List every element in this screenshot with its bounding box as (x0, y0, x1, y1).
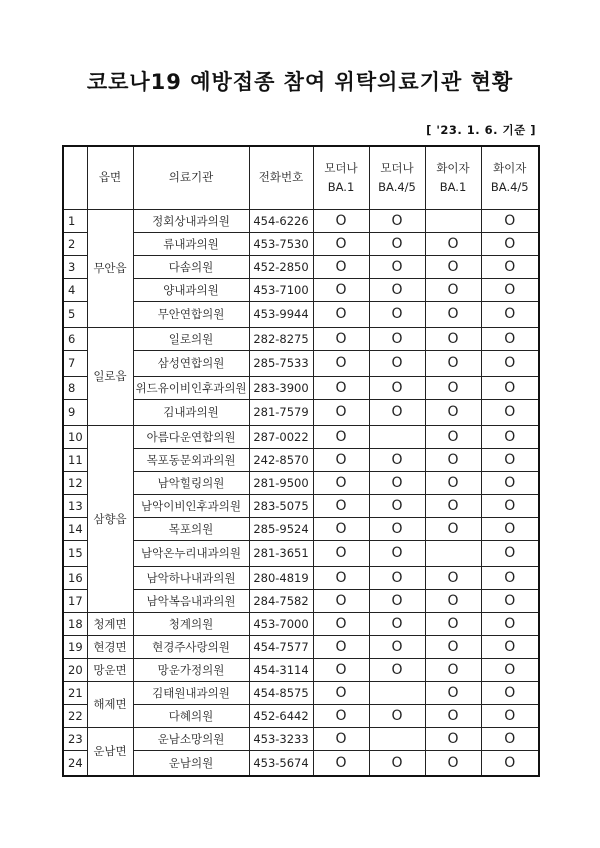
pfizer-ba45-mark: O (481, 350, 539, 376)
phone-number: 280-4819 (249, 566, 313, 589)
row-number: 8 (63, 376, 87, 399)
moderna-ba45-mark (369, 425, 425, 448)
moderna-ba45-mark: O (369, 399, 425, 425)
row-number: 14 (63, 517, 87, 540)
town-cell: 운남면 (87, 727, 133, 776)
moderna-ba1-mark: O (313, 540, 369, 566)
moderna-ba1-mark: O (313, 727, 369, 750)
pfizer-ba45-mark: O (481, 278, 539, 301)
table-row (63, 448, 539, 471)
table-row (63, 471, 539, 494)
header-phone: 전화번호 (249, 146, 313, 209)
pfizer-ba1-mark: O (425, 255, 481, 278)
moderna-ba1-mark: O (313, 471, 369, 494)
pfizer-ba45-mark: O (481, 750, 539, 776)
header-institution: 의료기관 (133, 146, 249, 209)
table-row (63, 589, 539, 612)
table-row (63, 350, 539, 376)
pfizer-ba1-mark: O (425, 635, 481, 658)
phone-number: 282-8275 (249, 327, 313, 350)
table-row (63, 540, 539, 566)
moderna-ba1-mark: O (313, 232, 369, 255)
pfizer-ba45-mark: O (481, 494, 539, 517)
row-number: 13 (63, 494, 87, 517)
institution-name: 목포의원 (133, 517, 249, 540)
pfizer-ba1-mark: O (425, 425, 481, 448)
moderna-ba45-mark: O (369, 540, 425, 566)
moderna-ba1-mark: O (313, 635, 369, 658)
table-row (63, 566, 539, 589)
institution-name: 다혜의원 (133, 704, 249, 727)
town-cell: 해제면 (87, 681, 133, 727)
header-moderna-ba45 (369, 146, 425, 209)
pfizer-ba1-mark (425, 540, 481, 566)
pfizer-ba1-mark: O (425, 589, 481, 612)
table-row (63, 425, 539, 448)
pfizer-ba45-mark: O (481, 727, 539, 750)
row-number: 24 (63, 750, 87, 776)
pfizer-ba1-mark: O (425, 566, 481, 589)
page-title: 코로나19 예방접종 참여 위탁의료기관 현황 (86, 70, 514, 94)
moderna-ba1-mark: O (313, 517, 369, 540)
institution-name: 남악이비인후과의원 (133, 494, 249, 517)
header-moderna-ba1-line2: BA.1 (327, 179, 355, 194)
phone-number: 283-5075 (249, 494, 313, 517)
institution-name: 김내과의원 (133, 399, 249, 425)
phone-number: 453-7100 (249, 278, 313, 301)
moderna-ba45-mark: O (369, 209, 425, 232)
town-cell: 청계면 (87, 612, 133, 635)
moderna-ba1-mark: O (313, 350, 369, 376)
moderna-ba45-mark: O (369, 566, 425, 589)
moderna-ba1-mark: O (313, 301, 369, 327)
moderna-ba45-mark: O (369, 494, 425, 517)
town-cell: 삼향읍 (87, 425, 133, 612)
pfizer-ba1-mark: O (425, 727, 481, 750)
header-pfizer-ba45-line2: BA.4/5 (490, 179, 529, 194)
institution-name: 양내과의원 (133, 278, 249, 301)
table-row (63, 612, 539, 635)
header-pfizer-ba1-line2: BA.1 (439, 179, 467, 194)
pfizer-ba45-mark: O (481, 658, 539, 681)
row-number: 23 (63, 727, 87, 750)
table-row (63, 727, 539, 750)
phone-number: 453-3233 (249, 727, 313, 750)
moderna-ba1-mark: O (313, 566, 369, 589)
table-row (63, 681, 539, 704)
row-number: 3 (63, 255, 87, 278)
table-row (63, 327, 539, 350)
pfizer-ba45-mark: O (481, 376, 539, 399)
header-pfizer-ba45 (481, 146, 539, 209)
pfizer-ba45-mark: O (481, 540, 539, 566)
moderna-ba1-mark: O (313, 704, 369, 727)
town-cell: 현경면 (87, 635, 133, 658)
pfizer-ba1-mark: O (425, 471, 481, 494)
pfizer-ba45-mark: O (481, 255, 539, 278)
moderna-ba45-mark (369, 727, 425, 750)
moderna-ba1-mark: O (313, 750, 369, 776)
pfizer-ba1-mark: O (425, 681, 481, 704)
pfizer-ba1-mark: O (425, 517, 481, 540)
moderna-ba45-mark: O (369, 750, 425, 776)
institution-name: 류내과의원 (133, 232, 249, 255)
table-row (63, 635, 539, 658)
header-pfizer-ba1 (425, 146, 481, 209)
pfizer-ba45-mark: O (481, 589, 539, 612)
institution-name: 남악복음내과의원 (133, 589, 249, 612)
moderna-ba45-mark: O (369, 255, 425, 278)
moderna-ba1-mark: O (313, 278, 369, 301)
pfizer-ba45-mark: O (481, 327, 539, 350)
table-row (63, 232, 539, 255)
date-note: [ '23. 1. 6. 기준 ] (426, 123, 536, 137)
institution-name: 청계의원 (133, 612, 249, 635)
institution-name: 남악힐링의원 (133, 471, 249, 494)
moderna-ba45-mark (369, 681, 425, 704)
table-row (63, 704, 539, 727)
moderna-ba45-mark: O (369, 658, 425, 681)
institution-name: 남악하나내과의원 (133, 566, 249, 589)
phone-number: 452-6442 (249, 704, 313, 727)
table-row (63, 494, 539, 517)
institution-name: 남악온누리내과의원 (133, 540, 249, 566)
row-number: 6 (63, 327, 87, 350)
pfizer-ba1-mark: O (425, 399, 481, 425)
row-number: 2 (63, 232, 87, 255)
moderna-ba45-mark: O (369, 471, 425, 494)
moderna-ba45-mark: O (369, 704, 425, 727)
town-cell: 일로읍 (87, 327, 133, 425)
table-row (63, 517, 539, 540)
moderna-ba1-mark: O (313, 448, 369, 471)
row-number: 5 (63, 301, 87, 327)
phone-number: 285-9524 (249, 517, 313, 540)
pfizer-ba1-mark: O (425, 301, 481, 327)
row-number: 16 (63, 566, 87, 589)
phone-number: 452-2850 (249, 255, 313, 278)
pfizer-ba45-mark: O (481, 448, 539, 471)
moderna-ba45-mark: O (369, 589, 425, 612)
table-row (63, 750, 539, 776)
moderna-ba1-mark: O (313, 255, 369, 278)
phone-number: 281-9500 (249, 471, 313, 494)
town-cell: 망운면 (87, 658, 133, 681)
table-row (63, 376, 539, 399)
phone-number: 242-8570 (249, 448, 313, 471)
moderna-ba45-mark: O (369, 232, 425, 255)
phone-number: 285-7533 (249, 350, 313, 376)
institution-name: 운남소망의원 (133, 727, 249, 750)
phone-number: 453-9944 (249, 301, 313, 327)
table-row (63, 278, 539, 301)
phone-number: 453-7530 (249, 232, 313, 255)
header-pfizer-ba45-line1: 화이자 (493, 160, 527, 175)
phone-number: 454-8575 (249, 681, 313, 704)
phone-number: 281-7579 (249, 399, 313, 425)
moderna-ba45-mark: O (369, 517, 425, 540)
institution-name: 운남의원 (133, 750, 249, 776)
moderna-ba1-mark: O (313, 327, 369, 350)
header-row (63, 146, 539, 209)
institution-name: 망운가정의원 (133, 658, 249, 681)
pfizer-ba45-mark: O (481, 232, 539, 255)
header-num (63, 146, 87, 209)
institution-name: 현경주사랑의원 (133, 635, 249, 658)
town-cell: 무안읍 (87, 209, 133, 327)
moderna-ba45-mark: O (369, 612, 425, 635)
institution-name: 위드유이비인후과의원 (133, 376, 249, 399)
institution-name: 삼성연합의원 (133, 350, 249, 376)
pfizer-ba45-mark: O (481, 704, 539, 727)
row-number: 9 (63, 399, 87, 425)
table-row (63, 255, 539, 278)
pfizer-ba45-mark: O (481, 517, 539, 540)
pfizer-ba45-mark: O (481, 612, 539, 635)
pfizer-ba45-mark: O (481, 425, 539, 448)
pfizer-ba1-mark: O (425, 750, 481, 776)
pfizer-ba45-mark: O (481, 399, 539, 425)
institution-name: 다솜의원 (133, 255, 249, 278)
phone-number: 454-7577 (249, 635, 313, 658)
moderna-ba45-mark: O (369, 635, 425, 658)
row-number: 11 (63, 448, 87, 471)
pfizer-ba45-mark: O (481, 209, 539, 232)
pfizer-ba1-mark: O (425, 704, 481, 727)
institution-name: 무안연합의원 (133, 301, 249, 327)
moderna-ba1-mark: O (313, 376, 369, 399)
row-number: 17 (63, 589, 87, 612)
phone-number: 453-7000 (249, 612, 313, 635)
phone-number: 283-3900 (249, 376, 313, 399)
header-moderna-ba1-line1: 모더나 (324, 160, 358, 175)
pfizer-ba1-mark: O (425, 327, 481, 350)
pfizer-ba1-mark: O (425, 350, 481, 376)
phone-number: 287-0022 (249, 425, 313, 448)
pfizer-ba45-mark: O (481, 681, 539, 704)
pfizer-ba1-mark: O (425, 658, 481, 681)
moderna-ba45-mark: O (369, 350, 425, 376)
moderna-ba1-mark: O (313, 612, 369, 635)
row-number: 18 (63, 612, 87, 635)
pfizer-ba45-mark: O (481, 635, 539, 658)
pfizer-ba1-mark: O (425, 376, 481, 399)
header-moderna-ba1 (313, 146, 369, 209)
pfizer-ba45-mark: O (481, 566, 539, 589)
clinic-table (62, 145, 540, 777)
moderna-ba45-mark: O (369, 376, 425, 399)
row-number: 4 (63, 278, 87, 301)
row-number: 22 (63, 704, 87, 727)
pfizer-ba1-mark: O (425, 232, 481, 255)
row-number: 7 (63, 350, 87, 376)
moderna-ba1-mark: O (313, 494, 369, 517)
institution-name: 정회상내과의원 (133, 209, 249, 232)
row-number: 1 (63, 209, 87, 232)
moderna-ba1-mark: O (313, 425, 369, 448)
phone-number: 454-6226 (249, 209, 313, 232)
table-row (63, 301, 539, 327)
institution-name: 아름다운연합의원 (133, 425, 249, 448)
row-number: 15 (63, 540, 87, 566)
row-number: 20 (63, 658, 87, 681)
phone-number: 281-3651 (249, 540, 313, 566)
moderna-ba1-mark: O (313, 209, 369, 232)
moderna-ba45-mark: O (369, 327, 425, 350)
header-moderna-ba45-line1: 모더나 (380, 160, 414, 175)
moderna-ba45-mark: O (369, 278, 425, 301)
moderna-ba45-mark: O (369, 448, 425, 471)
table-row (63, 658, 539, 681)
institution-name: 일로의원 (133, 327, 249, 350)
moderna-ba1-mark: O (313, 399, 369, 425)
pfizer-ba1-mark: O (425, 612, 481, 635)
row-number: 21 (63, 681, 87, 704)
table-row (63, 399, 539, 425)
moderna-ba45-mark: O (369, 301, 425, 327)
header-town: 읍면 (87, 146, 133, 209)
table-row (63, 209, 539, 232)
row-number: 19 (63, 635, 87, 658)
moderna-ba1-mark: O (313, 681, 369, 704)
pfizer-ba45-mark: O (481, 301, 539, 327)
pfizer-ba1-mark: O (425, 494, 481, 517)
pfizer-ba1-mark (425, 209, 481, 232)
header-moderna-ba45-line2: BA.4/5 (378, 179, 416, 194)
row-number: 10 (63, 425, 87, 448)
moderna-ba1-mark: O (313, 589, 369, 612)
pfizer-ba45-mark: O (481, 471, 539, 494)
pfizer-ba1-mark: O (425, 278, 481, 301)
header-pfizer-ba1-line1: 화이자 (436, 160, 470, 175)
phone-number: 453-5674 (249, 750, 313, 776)
row-number: 12 (63, 471, 87, 494)
phone-number: 284-7582 (249, 589, 313, 612)
institution-name: 김태원내과의원 (133, 681, 249, 704)
institution-name: 목포동문외과의원 (133, 448, 249, 471)
phone-number: 454-3114 (249, 658, 313, 681)
moderna-ba1-mark: O (313, 658, 369, 681)
pfizer-ba1-mark: O (425, 448, 481, 471)
